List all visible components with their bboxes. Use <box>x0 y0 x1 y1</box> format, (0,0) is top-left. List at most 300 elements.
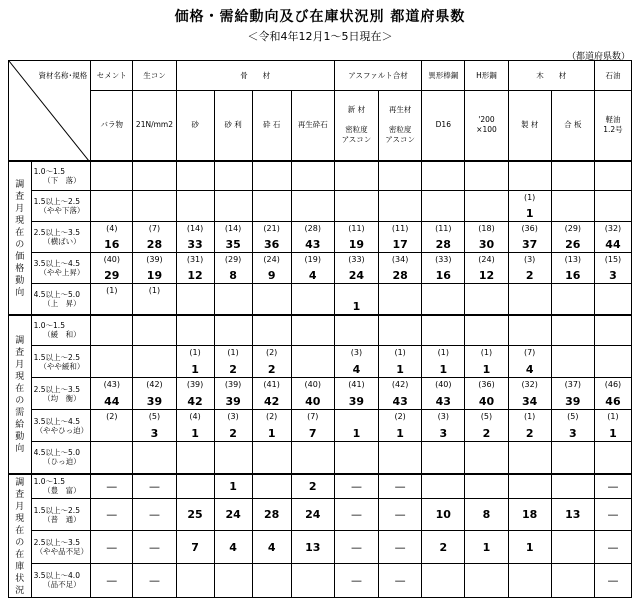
table-row <box>9 346 632 378</box>
level-label-line: （やや緩和） <box>39 361 85 371</box>
current-value: 17 <box>392 238 408 251</box>
level-label-line: 2.5以上～3.5 <box>33 228 80 237</box>
data-cell <box>133 563 176 597</box>
table-row <box>9 315 632 346</box>
data-cell <box>252 410 291 442</box>
data-cell <box>551 191 594 222</box>
stock-value: — <box>350 573 362 587</box>
header-spec-line: 製 材 <box>520 120 539 130</box>
stock-value: — <box>607 508 619 522</box>
data-cell <box>334 191 378 222</box>
current-value: 2 <box>525 269 534 282</box>
data-cell <box>214 442 252 474</box>
data-cell <box>334 253 378 284</box>
data-cell <box>551 563 594 597</box>
stock-value: — <box>394 479 406 493</box>
stock-value: — <box>148 573 160 587</box>
current-value: 1 <box>482 363 491 376</box>
data-cell <box>465 410 508 442</box>
data-cell <box>291 161 334 191</box>
data-cell <box>252 161 291 191</box>
current-value: 19 <box>348 238 365 251</box>
header-row-specs <box>9 91 632 161</box>
data-cell <box>379 284 422 315</box>
current-value: 4 <box>352 363 361 376</box>
stock-value: 18 <box>521 508 538 522</box>
previous-value: (36) <box>478 380 495 389</box>
previous-value: (1) <box>148 286 161 295</box>
data-cell <box>214 191 252 222</box>
previous-value: (43) <box>103 380 121 389</box>
data-cell <box>91 284 133 315</box>
data-cell <box>291 315 334 346</box>
current-value: 28 <box>146 238 163 251</box>
current-value: 1 <box>267 427 276 440</box>
data-cell <box>291 222 334 253</box>
data-cell <box>594 410 631 442</box>
data-cell <box>214 410 252 442</box>
data-cell <box>379 253 422 284</box>
current-value: 1 <box>352 299 361 313</box>
data-cell <box>334 315 378 346</box>
data-cell <box>176 442 214 474</box>
header-material-5: H形鋼 <box>465 61 508 91</box>
stock-value: — <box>607 479 619 493</box>
current-value: 40 <box>478 395 495 408</box>
data-cell <box>334 442 378 474</box>
stock-value: — <box>350 540 362 554</box>
current-value: 1 <box>191 363 199 376</box>
level-label-line: 1.0～1.5 <box>33 166 65 176</box>
data-cell <box>465 191 508 222</box>
data-cell <box>465 378 508 410</box>
table-row <box>9 253 632 284</box>
data-cell <box>252 222 291 253</box>
section-label-char: 査 <box>15 489 25 500</box>
section-label-char: 調 <box>15 477 25 488</box>
previous-value: (18) <box>478 224 495 233</box>
stock-value: — <box>148 479 160 493</box>
previous-value: (33) <box>435 255 452 264</box>
data-cell <box>379 531 422 564</box>
data-cell <box>133 222 176 253</box>
section-label-char: 査 <box>15 191 25 202</box>
header-spec-line: D16 <box>435 120 451 130</box>
level-label <box>31 284 91 315</box>
section-label-char: 月 <box>15 501 25 512</box>
header-spec-line: 砕 石 <box>262 120 281 130</box>
data-cell <box>594 222 631 253</box>
data-cell <box>508 474 551 499</box>
section-label-char: 月 <box>15 203 25 214</box>
section-label-char: 調 <box>15 179 25 190</box>
data-cell <box>379 442 422 474</box>
table-row <box>9 442 632 474</box>
previous-value: (2) <box>394 412 406 421</box>
level-label <box>31 161 91 191</box>
data-cell <box>133 474 176 499</box>
current-value: 1 <box>396 427 404 440</box>
previous-value: (11) <box>435 224 452 233</box>
stock-value: — <box>394 540 406 554</box>
header-spec-line: 密粒度 <box>388 125 412 135</box>
data-cell <box>465 346 508 378</box>
header-spec-line: 21N/mm2 <box>135 120 173 130</box>
data-cell <box>91 410 133 442</box>
data-cell <box>252 284 291 315</box>
header-spec-plywood <box>551 91 594 161</box>
data-cell <box>91 378 133 410</box>
header-material-0: セメント <box>91 61 133 91</box>
table-row <box>9 563 632 597</box>
stock-value: — <box>394 508 406 522</box>
previous-value: (31) <box>186 255 204 264</box>
data-cell <box>133 284 176 315</box>
data-cell <box>291 498 334 531</box>
data-cell <box>422 191 465 222</box>
data-cell <box>91 346 133 378</box>
header-spec-cement <box>91 91 133 161</box>
data-cell <box>214 498 252 531</box>
data-cell <box>133 315 176 346</box>
data-cell <box>252 346 291 378</box>
data-cell <box>551 410 594 442</box>
data-cell <box>252 315 291 346</box>
data-cell <box>594 531 631 564</box>
section-label-char: 給 <box>15 420 25 430</box>
previous-value: (39) <box>224 380 242 389</box>
current-value: 9 <box>267 269 276 282</box>
data-cell <box>551 531 594 564</box>
previous-value: (40) <box>103 255 121 264</box>
level-label <box>31 410 91 442</box>
stock-value: 7 <box>191 540 199 554</box>
previous-value: (24) <box>478 255 495 264</box>
previous-value: (1) <box>523 412 536 421</box>
header-spec-line: 合 板 <box>564 120 582 130</box>
previous-value: (4) <box>106 224 118 233</box>
table-row <box>9 191 632 222</box>
previous-value: (40) <box>304 380 321 389</box>
data-cell <box>334 498 378 531</box>
header-spec-line: 砂 利 <box>224 120 242 130</box>
level-label-line: 4.5以上～5.0 <box>33 289 80 299</box>
current-value: 28 <box>392 269 408 282</box>
data-cell <box>91 474 133 499</box>
current-value: 12 <box>478 269 495 282</box>
current-value: 1 <box>609 427 617 440</box>
current-value: 1 <box>352 427 361 440</box>
data-cell <box>133 378 176 410</box>
data-cell <box>422 222 465 253</box>
data-cell <box>379 222 422 253</box>
data-cell <box>176 563 214 597</box>
data-cell <box>252 191 291 222</box>
data-cell <box>422 284 465 315</box>
data-cell <box>594 315 631 346</box>
previous-value: (39) <box>146 255 163 264</box>
previous-value: (11) <box>348 224 365 233</box>
level-label-line: 4.5以上～5.0 <box>33 448 80 458</box>
data-cell <box>379 378 422 410</box>
stock-value: — <box>106 479 118 493</box>
data-cell <box>214 346 252 378</box>
header-spec-line: 新 材 <box>347 105 366 115</box>
data-cell <box>551 284 594 315</box>
previous-value: (42) <box>391 380 409 389</box>
data-cell <box>465 253 508 284</box>
previous-value: (41) <box>263 380 280 389</box>
data-cell <box>214 222 252 253</box>
section-label-char: の <box>15 239 25 250</box>
data-cell <box>133 531 176 564</box>
data-cell <box>291 474 334 499</box>
stock-value: 1 <box>525 540 534 554</box>
data-cell <box>252 253 291 284</box>
stock-value: — <box>106 540 118 554</box>
data-cell <box>176 161 214 191</box>
current-value: 43 <box>305 238 321 251</box>
previous-value: (19) <box>304 255 321 264</box>
previous-value: (1) <box>523 193 536 202</box>
previous-value: (40) <box>435 380 452 389</box>
data-cell <box>508 442 551 474</box>
previous-value: (24) <box>263 255 280 264</box>
level-label-line: 1.5以上～2.5 <box>33 197 80 206</box>
data-cell <box>291 531 334 564</box>
section-label-char: 向 <box>15 287 25 298</box>
previous-value: (11) <box>391 224 409 233</box>
data-cell <box>465 498 508 531</box>
current-value: 36 <box>263 238 280 251</box>
current-value: 16 <box>565 269 581 282</box>
data-cell <box>214 253 252 284</box>
previous-value: (2) <box>106 412 118 421</box>
data-cell <box>422 531 465 564</box>
level-label-line: 3.5以上～4.0 <box>33 571 80 581</box>
data-cell <box>214 378 252 410</box>
data-cell <box>465 222 508 253</box>
header-material-3: アスファルト合材 <box>334 61 421 91</box>
previous-value: (15) <box>604 255 622 264</box>
level-label <box>31 474 91 499</box>
data-cell <box>252 498 291 531</box>
header-spec-line: アスコン <box>341 135 372 145</box>
level-label <box>31 222 91 253</box>
data-cell <box>214 563 252 597</box>
data-cell <box>252 563 291 597</box>
previous-value: (1) <box>607 412 619 421</box>
current-value: 19 <box>146 269 163 282</box>
previous-value: (13) <box>564 255 582 264</box>
data-cell <box>465 284 508 315</box>
data-cell <box>422 378 465 410</box>
header-spec-line: アスコン <box>385 135 415 145</box>
data-cell <box>551 378 594 410</box>
level-label-line: （均 衡） <box>43 393 81 403</box>
level-label-line: （豊 富） <box>43 486 81 496</box>
level-label-line: （やや品不足） <box>35 547 89 557</box>
current-value: 35 <box>225 238 241 251</box>
data-cell <box>334 563 378 597</box>
page-title: 価格・需給動向及び在庫状況別 都道府県数 <box>174 9 466 25</box>
data-cell <box>379 563 422 597</box>
data-cell <box>291 442 334 474</box>
data-cell <box>91 315 133 346</box>
header-spec-oil <box>594 91 631 161</box>
data-cell <box>508 378 551 410</box>
data-cell <box>176 191 214 222</box>
data-cell <box>252 531 291 564</box>
current-value: 8 <box>229 269 237 282</box>
stock-value: 8 <box>482 508 491 522</box>
data-cell <box>91 253 133 284</box>
data-cell <box>291 410 334 442</box>
current-value: 1 <box>439 363 448 376</box>
current-value: 42 <box>187 395 203 408</box>
data-cell <box>133 442 176 474</box>
data-cell <box>508 410 551 442</box>
current-value: 3 <box>568 427 577 440</box>
table-row <box>9 284 632 315</box>
data-cell <box>422 563 465 597</box>
current-value: 16 <box>104 238 120 251</box>
level-label-line: （緩 和） <box>43 330 81 340</box>
data-cell <box>594 284 631 315</box>
header-spec-line: 再生材 <box>388 105 412 115</box>
previous-value: (36) <box>521 224 538 233</box>
previous-value: (2) <box>265 412 278 421</box>
current-value: 33 <box>187 238 203 251</box>
current-value: 2 <box>229 427 237 440</box>
data-cell <box>214 474 252 499</box>
data-cell <box>91 442 133 474</box>
data-cell <box>422 442 465 474</box>
stock-value: 4 <box>267 540 276 554</box>
data-cell <box>422 253 465 284</box>
section-label-char: 在 <box>15 549 25 560</box>
header-spec-line <box>335 115 378 125</box>
level-label-line: 3.5以上～4.5 <box>33 416 80 426</box>
header-spec-line: ×100 <box>476 125 497 135</box>
stock-value: — <box>350 479 362 493</box>
table-row <box>9 378 632 410</box>
data-cell <box>465 442 508 474</box>
current-value: 3 <box>439 427 448 440</box>
header-spec-line: 軽油 <box>605 115 621 125</box>
header-spec-recycled <box>291 91 334 161</box>
data-cell <box>551 346 594 378</box>
data-cell <box>551 253 594 284</box>
section-label-char: 況 <box>15 585 25 596</box>
previous-value: (1) <box>189 348 201 357</box>
previous-value: (37) <box>564 380 582 389</box>
current-value: 2 <box>229 363 237 376</box>
data-cell <box>594 498 631 531</box>
previous-value: (3) <box>437 412 449 421</box>
data-cell <box>508 315 551 346</box>
section-label-char: の <box>15 537 25 548</box>
stock-value: 13 <box>305 540 321 554</box>
data-cell <box>594 563 631 597</box>
current-value: 3 <box>150 427 159 440</box>
data-cell <box>176 222 214 253</box>
section-label-char: 在 <box>15 384 25 394</box>
level-label-line: 1.0～1.5 <box>33 321 65 331</box>
stock-value: 10 <box>435 508 451 522</box>
header-row-materials <box>9 61 632 91</box>
current-value: 28 <box>435 238 451 251</box>
data-cell <box>594 442 631 474</box>
table-row <box>9 410 632 442</box>
header-spec-namacon <box>133 91 176 161</box>
current-value: 4 <box>525 363 534 376</box>
level-label-line: 2.5以上～3.5 <box>33 538 80 548</box>
section-label-char: 向 <box>15 444 25 454</box>
section-label-char: 動 <box>15 432 25 442</box>
section-label-char: 現 <box>15 513 25 524</box>
table-row <box>9 222 632 253</box>
data-cell <box>291 563 334 597</box>
section-label-char: 現 <box>15 372 25 382</box>
stock-value: — <box>148 508 160 522</box>
data-cell <box>465 474 508 499</box>
level-label-line: （品不足） <box>43 580 81 590</box>
data-cell <box>214 284 252 315</box>
data-cell <box>551 442 594 474</box>
stock-value: — <box>148 540 160 554</box>
previous-value: (29) <box>224 255 242 264</box>
data-cell <box>291 253 334 284</box>
section-label-char: 月 <box>15 360 25 370</box>
section-label-char: 査 <box>15 348 25 358</box>
data-cell <box>252 378 291 410</box>
previous-value: (1) <box>394 348 406 357</box>
header-spec-crushed <box>252 91 291 161</box>
level-label <box>31 498 91 531</box>
corner-label: 資材名称･規格 <box>38 71 88 80</box>
current-value: 34 <box>521 395 538 408</box>
previous-value: (14) <box>224 224 242 233</box>
previous-value: (7) <box>148 224 161 233</box>
data-cell <box>508 346 551 378</box>
level-label-line: （ひっ迫） <box>43 457 81 467</box>
data-cell <box>176 253 214 284</box>
section-label-char: 在 <box>15 525 25 536</box>
header-material-1: 生コン <box>133 61 176 91</box>
stock-value: 1 <box>482 540 491 554</box>
current-value: 43 <box>435 395 451 408</box>
table-row <box>9 161 632 191</box>
data-cell <box>214 531 252 564</box>
data-cell <box>334 284 378 315</box>
level-label <box>31 563 91 597</box>
section-label-char: 調 <box>15 336 25 346</box>
previous-value: (46) <box>604 380 622 389</box>
previous-value: (29) <box>564 224 582 233</box>
data-cell <box>214 315 252 346</box>
data-cell <box>551 474 594 499</box>
data-cell <box>291 346 334 378</box>
data-cell <box>176 315 214 346</box>
level-label <box>31 253 91 284</box>
level-label-line: 1.0～1.5 <box>33 477 65 487</box>
current-value: 42 <box>263 395 280 408</box>
previous-value: (5) <box>567 412 579 421</box>
data-cell <box>214 161 252 191</box>
data-cell <box>334 410 378 442</box>
data-cell <box>508 531 551 564</box>
